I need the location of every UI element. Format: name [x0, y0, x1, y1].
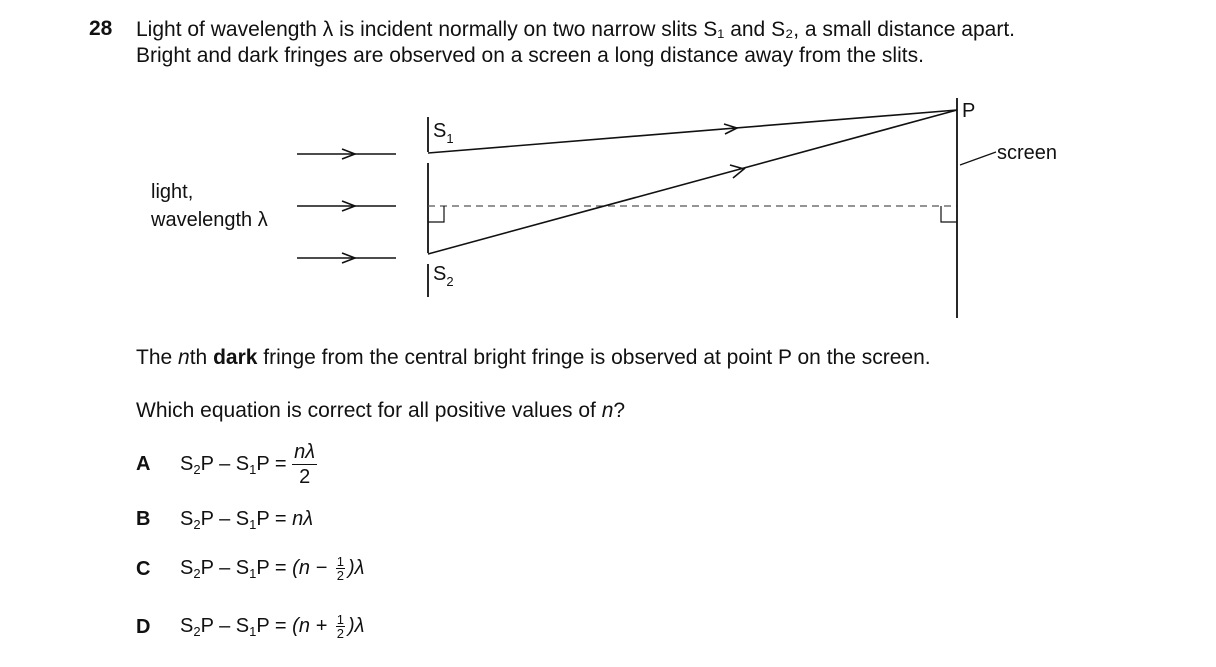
screen-label: screen: [997, 142, 1058, 164]
option-a-expression[interactable]: $S_2P - S_1P$ = $\frac{n\lambda}{2}$: [180, 441, 316, 488]
point-p-label: P: [962, 100, 976, 122]
option-d-half: $\frac{1}{2}$: [336, 612, 344, 641]
option-a-letter[interactable]: A: [136, 453, 151, 475]
stem-line-2: Bright and dark fringes are observed on a screen a long distance away from the slits.: [136, 44, 924, 67]
option-d-expression[interactable]: $S_2P - S_1P = (n$ + $\frac{1}{2}$ )λ: [180, 612, 365, 641]
right-angle-mark-slits: [428, 206, 444, 222]
option-b-letter[interactable]: B: [136, 508, 151, 530]
question-number: 28: [89, 17, 113, 40]
option-c-half: $\frac{1}{2}$: [336, 554, 344, 583]
option-c-letter[interactable]: C: [136, 558, 151, 580]
slit-1-label: $S_1$: [433, 120, 454, 146]
option-a-fraction: $\frac{n\lambda}{2}$: [294, 441, 316, 488]
question-prompt: Which equation is correct for all positive values of n?: [136, 399, 626, 422]
right-angle-mark-screen: [941, 206, 957, 222]
light-label-line-2: wavelength λ: [151, 209, 268, 231]
option-d-letter[interactable]: D: [136, 616, 151, 638]
observation-sentence: The nth dark fringe from the central bright fringe is observed at point P on the screen.: [136, 346, 931, 369]
rays: [428, 110, 957, 254]
stem-line-1: Light of wavelength λ is incident normally on two narrow slits S₁ and S₂, a small distance apart.: [136, 18, 1015, 41]
slit-2-label: $S_2$: [433, 263, 454, 289]
option-c-expression[interactable]: $S_2P - S_1P = (n$ − $\frac{1}{2}$ )λ: [180, 554, 365, 583]
screen-label-leader: [960, 152, 996, 165]
incident-light-arrows: [297, 149, 396, 263]
option-b-expression[interactable]: $S_2P - S_1P = n\lambda$: [180, 508, 314, 532]
light-label-line-1: light,: [151, 181, 194, 203]
